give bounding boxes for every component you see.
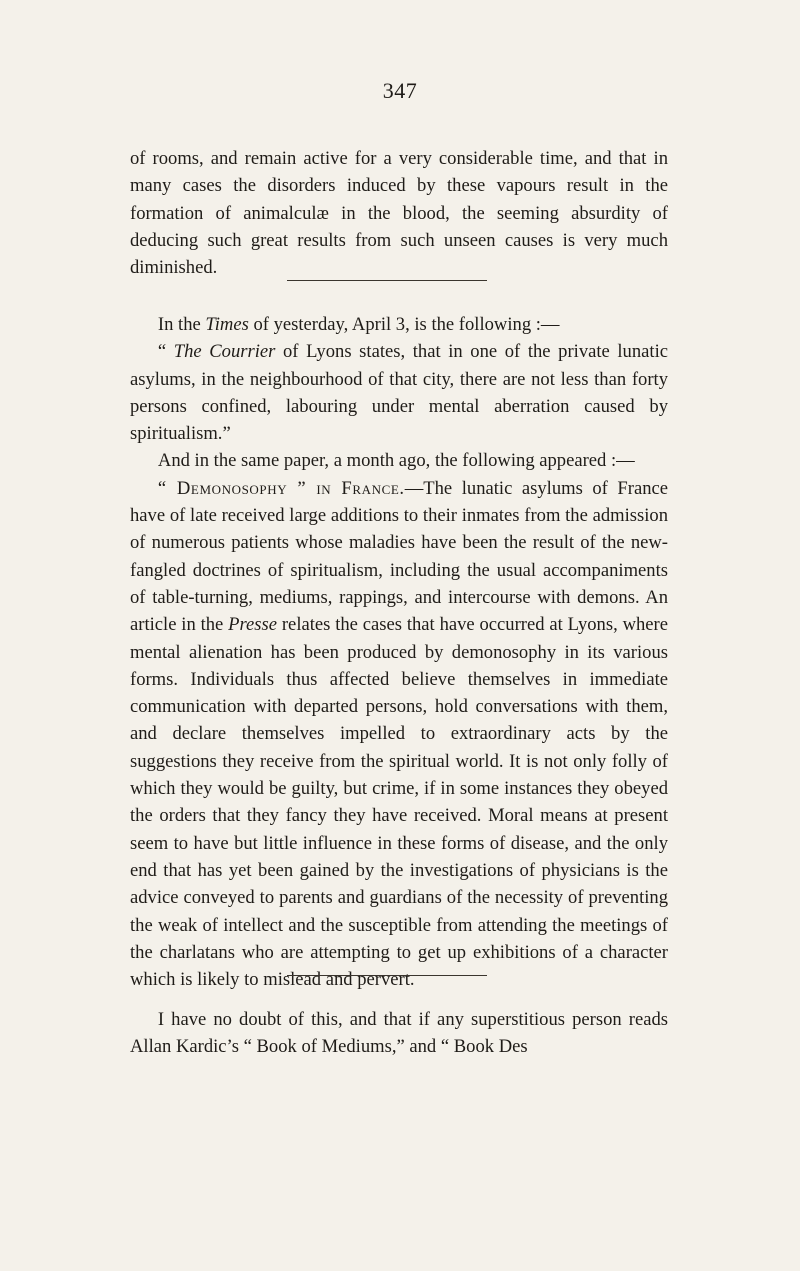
paragraph-same-paper: And in the same paper, a month ago, the following appeared :— — [157, 450, 635, 472]
paragraph-closing: I have no doubt of this, and that if any superstitious person reads Allan Kardic’s “ Book of Mediums,” and “ Book Des — [130, 1009, 668, 1058]
text-run: —The lunatic asylums of France have of late received large additions to their inmates from the admission of numerous patients whose maladies have been the result of the new-fangled doctrines of spiritualism, including the usual accompaniments of table-turning, mediums, rappings, and intercourse with demons. An article in the — [130, 477, 669, 636]
newspaper-title-presse: Presse — [228, 614, 278, 636]
paragraph-demonosophy-article — [130, 475, 668, 994]
paragraph-times-intro — [130, 311, 668, 338]
section-divider — [287, 975, 487, 976]
text-run: of yesterday, April 3, is the following :— — [248, 314, 560, 335]
newspaper-title-courrier: The Courrier — [173, 341, 276, 363]
text-run: “ — [157, 341, 174, 363]
section-divider — [287, 280, 487, 281]
text-block-newspaper-extracts — [130, 311, 668, 993]
text-block-closing — [130, 1006, 668, 1061]
paragraph-continuation: of rooms, and remain active for a very considerable time, and that in many cases the disorders induced by these vapours result in the formation of animalculæ in the blood, the seeming absurdity of deducing such great results from such unseen causes is very much diminished. — [130, 148, 668, 279]
page-number: 347 — [382, 78, 418, 103]
article-heading: “ Demonosophy ” in France. — [157, 477, 405, 499]
text-run: of Lyons states, that in one of the private lunatic asylums, in the neighbourhood of that city, there are not less than forty persons confined, labouring under mental aberration caused by spiritualism.” — [130, 341, 668, 445]
newspaper-title-times: Times — [205, 314, 249, 335]
paragraph-courrier-quote — [130, 338, 668, 447]
text-block-continuation — [130, 145, 668, 281]
text-run: In the — [157, 314, 206, 335]
text-run: relates the cases that have occurred at Lyons, where mental alienation has been produced by demonosophy in its various forms. Individuals thus affected believe themselves in immediate communication with departed persons, hold conversations with them, and declare themselves impelled to extraordinary acts by the suggestions they receive from the spiritual world. It is not only folly of which they would be guilty, but crime, if in some instances they obeyed the orders that they fancy they have received. Moral means at present seem to have but little influence in these forms of disease, and the only end that has yet been gained by the investigations of physicians is the advice conveyed to parents and guardians of the necessity of preventing the weak of intellect and the susceptible from attending the meetings of the charlatans who are attempting to get up exhibitions of a character which is likely to mislead and pervert. — [130, 614, 668, 991]
